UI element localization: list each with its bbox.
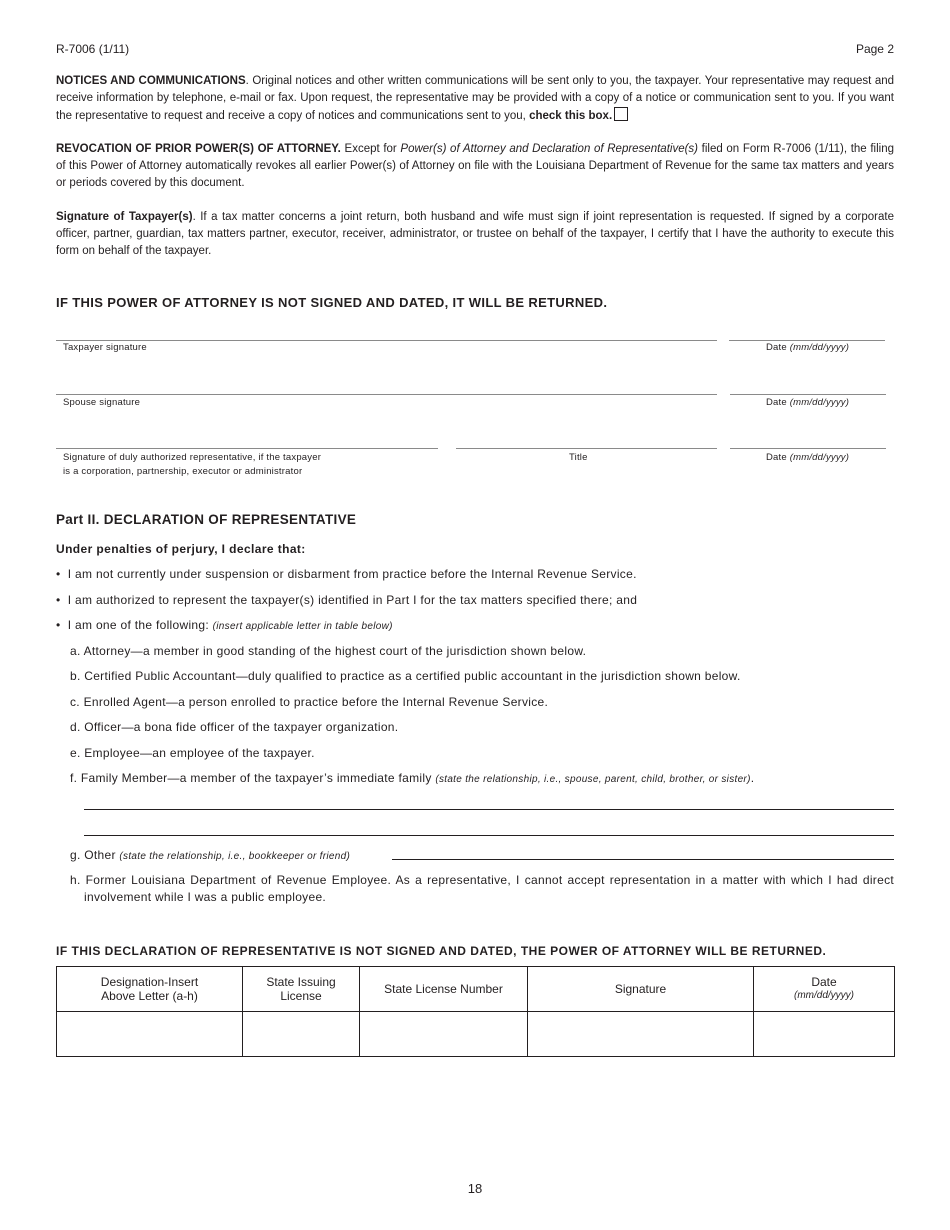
revocation-text-b: filed on Form R-7006 (1/11), the filing of this Power of Attorney automatically revokes all earlier Power(s) of Attorney on file with the Louisiana Department of Revenue for the same tax matters and years or periods covered by this document. xyxy=(56,143,894,189)
cell-license-number[interactable] xyxy=(360,1012,528,1057)
col-state-issuing-line1: State Issuing xyxy=(266,975,336,989)
taxpayer-signature-paragraph xyxy=(56,209,894,260)
cell-signature[interactable] xyxy=(528,1012,754,1057)
form-id: R-7006 (1/11) xyxy=(56,42,130,56)
cell-state-issuing[interactable] xyxy=(243,1012,360,1057)
revocation-paragraph xyxy=(56,141,894,192)
representative-date-line[interactable] xyxy=(730,448,886,449)
bullet-1: • I am not currently under suspension or disbarment from practice before the Internal Revenue Service. xyxy=(56,567,637,581)
bullet-2: • I am authorized to represent the taxpayer(s) identified in Part I for the tax matters specified there; and xyxy=(56,593,638,607)
spouse-date-label xyxy=(766,396,849,410)
representative-label-line1: Signature of duly authorized representative, if the taxpayer xyxy=(63,452,322,463)
bullet-1-text: I am not currently under suspension or disbarment from practice before the Internal Revenue Service. xyxy=(67,567,637,581)
family-relationship-line-2[interactable] xyxy=(84,835,894,836)
col-signature: Signature xyxy=(528,967,754,1012)
representative-signature-label xyxy=(63,451,321,479)
col-license-number: State License Number xyxy=(360,967,528,1012)
representative-date-label xyxy=(766,451,849,465)
declaration-warning: IF THIS DECLARATION OF REPRESENTATIVE IS NOT SIGNED AND DATED, THE POWER OF ATTORNEY WILL BE RETURNED. xyxy=(56,944,827,958)
representative-signature-line[interactable] xyxy=(56,448,438,449)
page-number: 18 xyxy=(467,1181,483,1196)
option-a: a. Attorney—a member in good standing of the highest court of the jurisdiction shown below. xyxy=(70,644,587,658)
page-label: Page 2 xyxy=(855,42,894,56)
option-g xyxy=(70,847,350,865)
col-state-issuing-line2: License xyxy=(280,989,322,1003)
table-header-row xyxy=(57,967,895,1012)
option-d: d. Officer—a bona fide officer of the taxpayer organization. xyxy=(70,720,399,734)
col-date-line1: Date xyxy=(811,975,837,989)
col-date-line2: (mm/dd/yyyy) xyxy=(794,990,854,1001)
bullet-2-text: I am authorized to represent the taxpayer(s) identified in Part I for the tax matters specified there; and xyxy=(67,593,638,607)
representative-table xyxy=(56,966,895,1057)
taxpayer-signature-label: Taxpayer signature xyxy=(63,342,147,353)
col-designation xyxy=(57,967,243,1012)
option-f-note: (state the relationship, i.e., spouse, parent, child, brother, or sister) xyxy=(435,774,751,785)
option-c: c. Enrolled Agent—a person enrolled to practice before the Internal Revenue Service. xyxy=(70,695,549,709)
other-relationship-line[interactable] xyxy=(392,859,894,860)
taxpayer-signature-text: . If a tax matter concerns a joint return, both husband and wife must sign if joint representation is requested. If signed by a corporate officer, partner, guardian, tax matters partner, executor, receiver, administrator, or trustee on behalf of the taxpayer, I certify that I have the authority to execute this form on behalf of the taxpayer. xyxy=(56,211,894,257)
notices-text: . Original notices and other written communications will be sent only to you, the taxpayer. Your representative may request and receive information by telephone, e-mail or fax. Upon request, the representative may be provided with a copy of a notice or communication sent to you. If you want the representative to request and receive a copy of notices and communications sent to you, xyxy=(56,75,895,122)
date-format: (mm/dd/yyyy) xyxy=(789,452,850,463)
table-row xyxy=(57,1012,895,1057)
option-g-note: (state the relationship, i.e., bookkeeper or friend) xyxy=(119,851,351,862)
date-format: (mm/dd/yyyy) xyxy=(789,342,850,353)
date-word: Date xyxy=(766,452,787,463)
bullet-3-note: (insert applicable letter in table below) xyxy=(212,621,393,632)
option-f xyxy=(70,770,754,788)
notices-title: NOTICES AND COMMUNICATIONS xyxy=(56,75,246,87)
title-label: Title xyxy=(569,452,588,463)
option-f-end: . xyxy=(750,771,755,785)
spouse-signature-line[interactable] xyxy=(56,394,717,395)
spouse-signature-label: Spouse signature xyxy=(63,397,141,408)
option-e: e. Employee—an employee of the taxpayer. xyxy=(70,746,315,760)
part2-intro: Under penalties of perjury, I declare that: xyxy=(56,542,306,556)
taxpayer-signature-title: Signature of Taxpayer(s) xyxy=(56,211,193,223)
taxpayer-date-label xyxy=(766,341,849,355)
option-h-text: h. Former Louisiana Department of Revenue Employee. As a representative, I cannot accept representation in a matter with which I had direct involvement while I was a public employee. xyxy=(70,873,894,904)
poa-warning: IF THIS POWER OF ATTORNEY IS NOT SIGNED AND DATED, IT WILL BE RETURNED. xyxy=(56,295,608,310)
col-designation-line1: Designation-Insert xyxy=(100,975,199,989)
col-state-issuing xyxy=(243,967,360,1012)
title-line[interactable] xyxy=(456,448,717,449)
cell-date[interactable] xyxy=(754,1012,895,1057)
revocation-text-a: Except for xyxy=(340,143,401,155)
representative-label-line2: is a corporation, partnership, executor or administrator xyxy=(63,466,303,477)
option-h xyxy=(70,872,894,906)
date-word: Date xyxy=(766,342,787,353)
option-g-text: g. Other xyxy=(70,848,116,862)
option-f-text: f. Family Member—a member of the taxpayer’s immediate family xyxy=(70,771,432,785)
date-word: Date xyxy=(766,397,787,408)
family-relationship-line-1[interactable] xyxy=(84,809,894,810)
cell-designation[interactable] xyxy=(57,1012,243,1057)
notices-paragraph xyxy=(56,73,894,125)
revocation-title: REVOCATION OF PRIOR POWER(S) OF ATTORNEY. xyxy=(56,143,341,155)
col-designation-line2: Above Letter (a-h) xyxy=(101,989,198,1003)
bullet-3-text: I am one of the following: xyxy=(67,618,209,632)
spouse-date-line[interactable] xyxy=(730,394,886,395)
date-format: (mm/dd/yyyy) xyxy=(789,397,850,408)
option-b: b. Certified Public Accountant—duly qualified to practice as a certified public accountant in the jurisdiction shown below. xyxy=(70,669,741,683)
bullet-3: • I am one of the following: (insert applicable letter in table below) xyxy=(56,618,393,632)
revocation-text-italic: Power(s) of Attorney and Declaration of Representative(s) xyxy=(400,143,698,155)
taxpayer-signature-line[interactable] xyxy=(56,340,717,341)
part2-title: Part II. DECLARATION OF REPRESENTATIVE xyxy=(56,512,357,527)
notices-check-label: check this box. xyxy=(529,110,613,122)
notices-checkbox[interactable] xyxy=(614,107,628,121)
col-date xyxy=(754,967,895,1012)
